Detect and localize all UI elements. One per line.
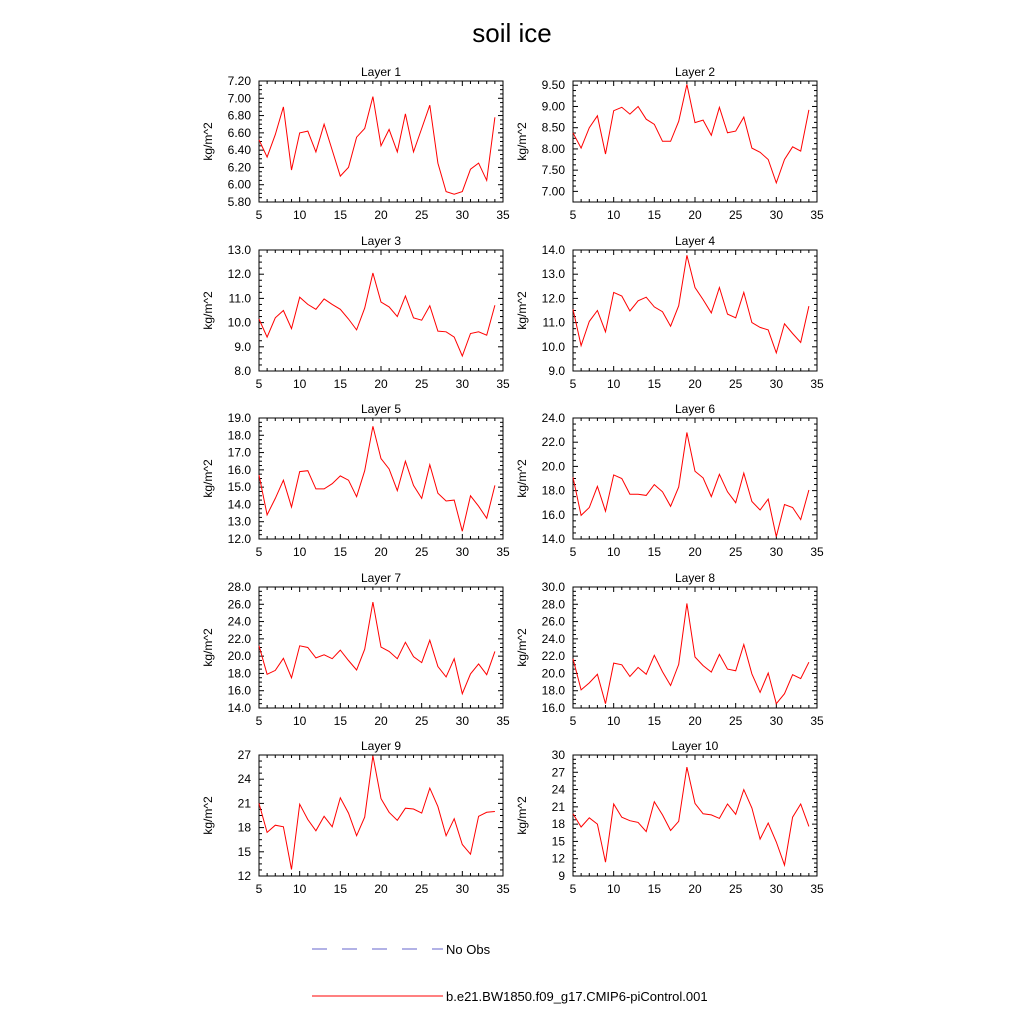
x-tick-label: 25: [728, 545, 743, 559]
y-tick-label: 14.0: [227, 701, 251, 715]
y-tick-label: 9.00: [541, 99, 565, 114]
y-tick-label: 28.0: [227, 580, 251, 594]
chart-panel-layer-10: [515, 739, 824, 896]
y-tick-label: 6.20: [227, 160, 251, 175]
figure-title: soil ice: [472, 18, 552, 48]
x-tick-label: 20: [374, 377, 388, 391]
x-tick-label: 15: [647, 208, 662, 222]
x-tick-label: 25: [728, 882, 743, 896]
y-tick-label: 14.0: [541, 243, 565, 257]
y-tick-label: 12.0: [227, 267, 251, 282]
x-tick-label: 35: [810, 545, 824, 559]
y-axis-label: kg/m^2: [515, 459, 529, 498]
chart-panel-layer-2: [515, 65, 824, 222]
x-tick-label: 25: [728, 714, 743, 728]
y-tick-label: 9.50: [541, 78, 565, 93]
y-tick-label: 27: [551, 765, 565, 780]
y-axis-label: kg/m^2: [201, 628, 215, 667]
y-tick-label: 15: [551, 834, 565, 849]
x-tick-label: 30: [769, 208, 784, 222]
x-tick-label: 10: [292, 208, 307, 222]
x-tick-label: 15: [333, 545, 348, 559]
x-tick-label: 15: [647, 882, 662, 896]
x-tick-label: 35: [496, 714, 510, 728]
y-tick-label: 7.00: [541, 184, 565, 199]
chart-panel-layer-5: [201, 402, 510, 559]
y-tick-label: 18: [237, 820, 251, 835]
x-tick-label: 30: [455, 208, 470, 222]
plot-frame: [573, 81, 817, 202]
x-tick-label: 20: [374, 545, 388, 559]
series-line: [573, 433, 809, 537]
y-tick-label: 9.0: [234, 339, 251, 354]
y-tick-label: 7.20: [227, 74, 251, 88]
series-line: [259, 602, 495, 694]
x-tick-label: 25: [414, 882, 429, 896]
series-line: [259, 426, 495, 531]
y-tick-label: 16.0: [541, 507, 565, 522]
x-tick-label: 10: [606, 208, 621, 222]
x-tick-label: 10: [606, 882, 621, 896]
x-tick-label: 20: [688, 377, 702, 391]
chart-panel-layer-8: [515, 571, 824, 728]
x-tick-label: 15: [333, 714, 348, 728]
x-tick-label: 15: [647, 377, 662, 391]
series-line: [573, 255, 809, 353]
chart-panel-layer-4: [515, 234, 824, 391]
x-tick-label: 35: [810, 882, 824, 896]
y-tick-label: 5.80: [227, 195, 251, 209]
y-axis-label: kg/m^2: [515, 291, 529, 330]
y-tick-label: 24.0: [541, 411, 565, 425]
panel-grid: [201, 65, 824, 896]
x-tick-label: 30: [769, 545, 784, 559]
x-tick-label: 15: [647, 714, 662, 728]
x-tick-label: 20: [688, 545, 702, 559]
legend: [312, 942, 708, 1004]
y-tick-label: 18.0: [227, 428, 251, 443]
x-tick-label: 25: [414, 377, 429, 391]
panel-title: Layer 6: [674, 402, 716, 416]
x-tick-label: 5: [569, 545, 577, 559]
y-tick-label: 30: [551, 748, 565, 762]
x-tick-label: 5: [569, 377, 577, 391]
x-tick-label: 30: [455, 882, 470, 896]
x-tick-label: 20: [688, 882, 702, 896]
x-tick-label: 30: [769, 377, 784, 391]
y-axis-label: kg/m^2: [201, 291, 215, 330]
x-tick-label: 20: [374, 714, 388, 728]
y-tick-label: 28.0: [541, 597, 565, 612]
y-tick-label: 12: [237, 869, 251, 883]
series-line: [573, 84, 809, 182]
legend-label-no-obs: No Obs: [446, 942, 491, 957]
y-tick-label: 18.0: [541, 683, 565, 698]
panel-title: Layer 7: [360, 571, 402, 585]
panel-title: Layer 4: [674, 234, 716, 248]
y-tick-label: 13.0: [541, 267, 565, 282]
y-tick-label: 15.0: [227, 480, 251, 495]
x-tick-label: 30: [769, 714, 784, 728]
chart-panel-layer-6: [515, 402, 824, 559]
x-tick-label: 20: [374, 882, 388, 896]
x-tick-label: 5: [255, 377, 263, 391]
series-line: [259, 756, 495, 870]
x-tick-label: 5: [255, 545, 263, 559]
y-tick-label: 18: [551, 817, 565, 832]
panel-title: Layer 9: [360, 739, 402, 753]
y-tick-label: 7.00: [227, 91, 251, 106]
panel-title: Layer 2: [674, 65, 716, 79]
plot-frame: [573, 755, 817, 876]
y-tick-label: 13.0: [227, 243, 251, 257]
y-tick-label: 17.0: [227, 445, 251, 460]
x-tick-label: 30: [455, 714, 470, 728]
y-tick-label: 20.0: [541, 666, 565, 681]
panel-title: Layer 8: [674, 571, 716, 585]
y-tick-label: 6.40: [227, 143, 251, 158]
y-tick-label: 6.00: [227, 177, 251, 192]
x-tick-label: 5: [569, 714, 577, 728]
plot-frame: [259, 418, 503, 539]
y-axis-label: kg/m^2: [201, 459, 215, 498]
x-tick-label: 15: [647, 545, 662, 559]
plot-frame: [259, 81, 503, 202]
y-tick-label: 24.0: [541, 631, 565, 646]
plot-frame: [573, 587, 817, 708]
y-tick-label: 26.0: [541, 614, 565, 629]
y-tick-label: 22.0: [541, 649, 565, 664]
y-tick-label: 9.0: [548, 364, 565, 378]
chart-panel-layer-1: [201, 65, 510, 222]
panel-title: Layer 1: [360, 65, 402, 79]
x-tick-label: 25: [728, 377, 743, 391]
y-tick-label: 18.0: [227, 666, 251, 681]
y-tick-label: 9: [558, 869, 565, 883]
y-tick-label: 12.0: [541, 291, 565, 306]
x-tick-label: 35: [810, 377, 824, 391]
legend-label-model: b.e21.BW1850.f09_g17.CMIP6-piControl.001: [446, 989, 708, 1004]
y-axis-label: kg/m^2: [201, 122, 215, 161]
plot-frame: [259, 250, 503, 371]
x-tick-label: 5: [569, 208, 577, 222]
chart-panel-layer-7: [201, 571, 510, 728]
y-tick-label: 10.0: [541, 339, 565, 354]
plot-frame: [259, 755, 503, 876]
y-tick-label: 30.0: [541, 580, 565, 594]
x-tick-label: 35: [496, 377, 510, 391]
y-tick-label: 22.0: [541, 435, 565, 450]
x-tick-label: 5: [255, 714, 263, 728]
x-tick-label: 30: [455, 377, 470, 391]
x-tick-label: 10: [292, 545, 307, 559]
y-axis-label: kg/m^2: [201, 796, 215, 835]
y-tick-label: 22.0: [227, 631, 251, 646]
y-tick-label: 20.0: [227, 649, 251, 664]
chart-panel-layer-9: [201, 739, 510, 896]
x-tick-label: 35: [496, 882, 510, 896]
y-tick-label: 21: [237, 796, 251, 811]
y-tick-label: 6.60: [227, 125, 251, 140]
x-tick-label: 30: [769, 882, 784, 896]
series-line: [259, 97, 495, 195]
y-tick-label: 8.50: [541, 120, 565, 135]
x-tick-label: 5: [569, 882, 577, 896]
y-tick-label: 12: [551, 851, 565, 866]
x-tick-label: 20: [688, 714, 702, 728]
y-tick-label: 14.0: [541, 532, 565, 546]
x-tick-label: 15: [333, 208, 348, 222]
y-tick-label: 26.0: [227, 597, 251, 612]
y-tick-label: 13.0: [227, 514, 251, 529]
x-tick-label: 25: [414, 714, 429, 728]
panel-title: Layer 3: [360, 234, 402, 248]
x-tick-label: 20: [688, 208, 702, 222]
y-axis-label: kg/m^2: [515, 628, 529, 667]
y-tick-label: 10.0: [227, 315, 251, 330]
x-tick-label: 35: [496, 545, 510, 559]
y-tick-label: 7.50: [541, 163, 565, 178]
x-tick-label: 25: [414, 545, 429, 559]
y-tick-label: 16.0: [227, 683, 251, 698]
y-tick-label: 8.0: [234, 364, 251, 378]
y-tick-label: 24.0: [227, 614, 251, 629]
x-tick-label: 10: [292, 882, 307, 896]
x-tick-label: 15: [333, 882, 348, 896]
y-axis-label: kg/m^2: [515, 796, 529, 835]
y-tick-label: 11.0: [228, 291, 251, 306]
y-tick-label: 16.0: [227, 462, 251, 477]
x-tick-label: 10: [606, 545, 621, 559]
x-tick-label: 10: [606, 714, 621, 728]
x-tick-label: 35: [496, 208, 510, 222]
y-tick-label: 12.0: [227, 532, 251, 546]
x-tick-label: 10: [292, 714, 307, 728]
y-tick-label: 27: [237, 748, 251, 762]
y-tick-label: 24: [551, 782, 565, 797]
y-tick-label: 6.80: [227, 108, 251, 123]
y-tick-label: 16.0: [541, 701, 565, 715]
chart-panel-layer-3: [201, 234, 510, 391]
series-line: [573, 603, 809, 703]
y-tick-label: 20.0: [541, 459, 565, 474]
x-tick-label: 5: [255, 208, 263, 222]
panel-title: Layer 5: [360, 402, 402, 416]
y-tick-label: 8.00: [541, 141, 565, 156]
x-tick-label: 20: [374, 208, 388, 222]
x-tick-label: 15: [333, 377, 348, 391]
series-line: [573, 767, 809, 865]
x-tick-label: 10: [292, 377, 307, 391]
x-tick-label: 35: [810, 208, 824, 222]
y-tick-label: 21: [551, 799, 565, 814]
series-line: [259, 273, 495, 356]
x-tick-label: 10: [606, 377, 621, 391]
y-tick-label: 14.0: [227, 497, 251, 512]
x-tick-label: 35: [810, 714, 824, 728]
x-tick-label: 5: [255, 882, 263, 896]
panel-title: Layer 10: [671, 739, 719, 753]
x-tick-label: 25: [414, 208, 429, 222]
x-tick-label: 30: [455, 545, 470, 559]
y-tick-label: 11.0: [542, 315, 565, 330]
y-tick-label: 19.0: [227, 411, 251, 425]
y-tick-label: 15: [237, 844, 251, 859]
x-tick-label: 25: [728, 208, 743, 222]
y-tick-label: 24: [237, 772, 251, 787]
y-tick-label: 18.0: [541, 483, 565, 498]
y-axis-label: kg/m^2: [515, 122, 529, 161]
